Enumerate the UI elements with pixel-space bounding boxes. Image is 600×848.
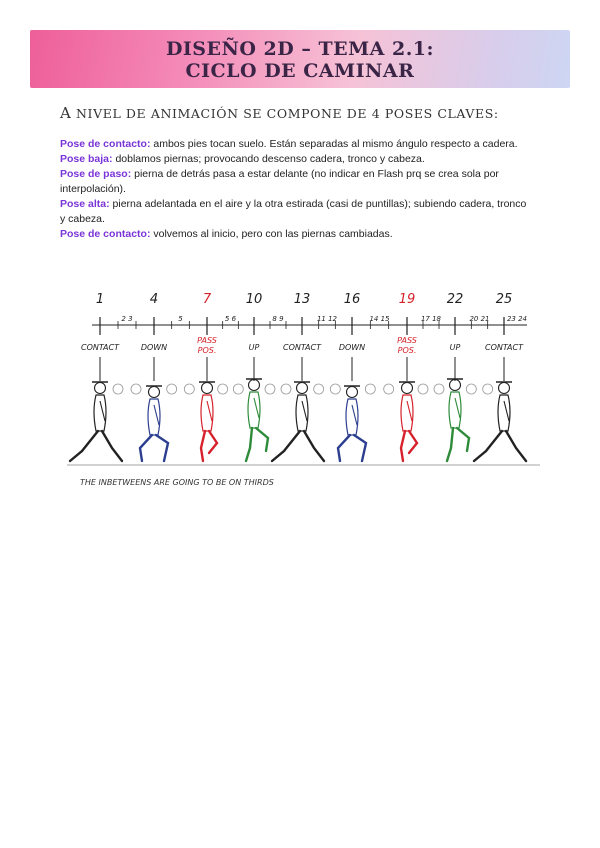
figure-torso [94,395,106,431]
inbetween-head-circle [265,384,275,394]
inbetween-head-circle [281,384,291,394]
figure-leg [201,431,205,461]
inbetween-head-circle [330,384,340,394]
figure-torso [346,399,358,435]
inbetween-head-circle [365,384,375,394]
pose-label: DOWN [338,343,366,352]
figure-leg [156,435,168,461]
inbetween-label: 17 18 [420,315,442,323]
definition-item [60,197,530,227]
figure-torso [248,392,260,428]
title-line-2: CICLO DE CAMINAR [185,60,415,82]
figure-leg [70,431,98,461]
definition-item [60,227,530,242]
figure-torso [148,399,160,435]
walk-cycle-illustration [62,283,540,493]
figure-arm [207,401,212,421]
figure-leg [304,431,324,461]
figure-torso [296,395,308,431]
figure-head [450,380,461,391]
figure-arm [100,401,105,421]
definition-term: Pose de contacto: [60,138,151,150]
pose-label: UP [449,343,461,352]
inbetween-head-circle [434,384,444,394]
pose-label: UP [248,343,260,352]
definition-text: ambos pies tocan suelo. Están separadas al mismo ángulo respecto a cadera. [150,138,518,150]
inbetween-head-circle [218,384,228,394]
figure-leg [209,431,217,453]
inbetween-label: 14 15 [369,315,390,323]
inbetween-head-circle [184,384,194,394]
inbetween-label: 2 3 [121,315,133,323]
pose-label: DOWN [140,343,168,352]
figure-leg [447,428,453,461]
figure-leg [457,428,469,451]
inbetween-head-circle [167,384,177,394]
title-banner [30,30,570,88]
pose-label: PASS [197,336,217,345]
inbetween-label: 8 9 [272,315,284,323]
section-heading [60,104,499,122]
figure-leg [506,431,526,461]
definition-term: Pose de paso: [60,168,132,180]
figure-head [499,383,510,394]
figure-head [249,380,260,391]
figure-head [149,387,160,398]
figure-leg [272,431,300,461]
figure-head [402,383,413,394]
inbetween-label: 11 12 [316,315,338,323]
figure-caption: THE INBETWEENS ARE GOING TO BE ON THIRDS [80,478,274,487]
figure-torso [449,392,461,428]
definition-text: pierna adelantada en el aire y la otra estirada (casi de puntillas); subiendo cadera, tronco y cabeza. [60,198,527,225]
definition-term: Pose alta: [60,198,110,210]
figure-arm [407,401,412,421]
figure-leg [102,431,122,461]
figure-leg [140,435,152,461]
inbetween-head-circle [384,384,394,394]
title-line-1: DISEÑO 2D – TEMA 2.1: [165,38,435,60]
pose-definitions [60,137,530,242]
pose-label: CONTACT [485,343,523,352]
frame-number: 22 [446,292,464,307]
inbetween-head-circle [483,384,493,394]
inbetween-label: 5 [178,315,183,323]
inbetween-head-circle [131,384,141,394]
frame-number: 10 [245,292,263,307]
figure-head [95,383,106,394]
pose-label: POS. [397,346,417,355]
figure-arm [455,398,460,418]
heading-text: NIVEL DE ANIMACIÓN SE COMPONE DE 4 POSES CLAVES: [71,106,499,121]
definition-term: Pose de contacto: [60,228,151,240]
figure-leg [474,431,502,461]
figure-head [297,383,308,394]
figure-leg [401,431,405,461]
frame-number: 19 [398,292,416,307]
figure-arm [352,405,357,425]
definition-item [60,152,530,167]
inbetween-head-circle [314,384,324,394]
inbetween-head-circle [113,384,123,394]
figure-torso [401,395,413,431]
inbetween-label: 20 21 [469,315,490,323]
figure-leg [338,435,350,461]
inbetween-head-circle [466,384,476,394]
frame-number: 1 [95,292,105,307]
figure-arm [302,401,307,421]
figure-leg [246,428,252,461]
definition-text: doblamos piernas; provocando descenso cadera, tronco y cabeza. [112,153,425,165]
definition-term: Pose baja: [60,153,113,165]
figure-arm [504,401,509,421]
figure-torso [201,395,213,431]
frame-number: 25 [495,292,513,307]
definition-text: pierna de detrás pasa a estar delante (no indicar en Flash prq se crea sola por interpolación). [60,168,499,195]
figure-leg [354,435,366,461]
pose-label: POS. [197,346,217,355]
figure-head [202,383,213,394]
figure-arm [154,405,159,425]
frame-number: 4 [149,292,159,307]
figure-torso [498,395,510,431]
definition-item [60,167,530,197]
frame-number: 16 [343,292,361,307]
definition-item [60,137,530,152]
pose-label: CONTACT [283,343,321,352]
pose-label: PASS [397,336,417,345]
figure-leg [409,431,417,453]
definition-text: volvemos al inicio, pero con las piernas cambiadas. [150,228,393,240]
inbetween-head-circle [418,384,428,394]
inbetween-label: 23 24 [506,315,528,323]
pose-label: CONTACT [81,343,119,352]
inbetween-head-circle [233,384,243,394]
figure-leg [256,428,268,451]
figure-head [347,387,358,398]
frame-number: 7 [202,292,212,307]
inbetween-label: 5 6 [224,315,237,323]
heading-initial: A [60,104,72,122]
frame-number: 13 [293,292,311,307]
figure-arm [254,398,259,418]
